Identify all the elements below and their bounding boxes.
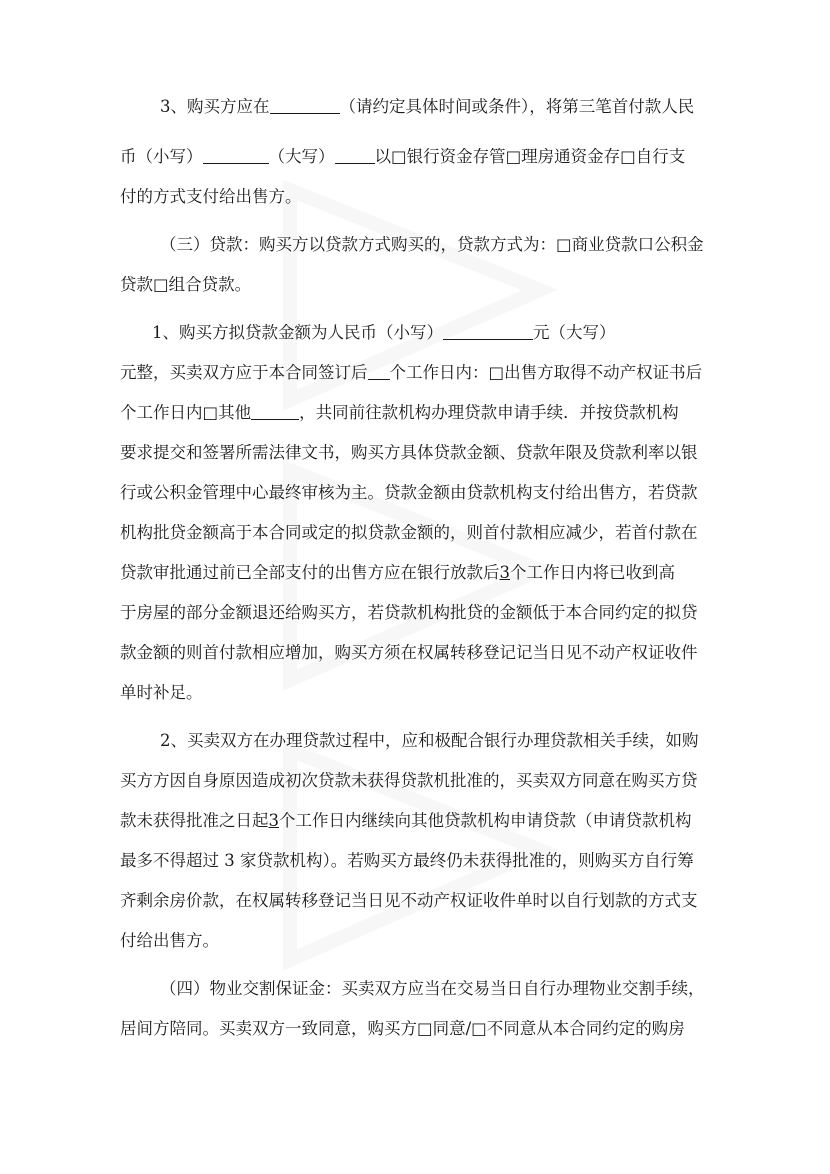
text-line: 贷款审批通过前已全部支付的出售方应在银行放款后3个工作日内将已收到高	[120, 563, 675, 582]
text-line: 币（小写） （大写） 以□银行资金存管□理房通资金存□自行支	[120, 147, 686, 166]
filled-blank: 3	[268, 811, 279, 830]
blank-field[interactable]	[203, 145, 269, 163]
text-line: 付的方式支付给出售方。	[120, 187, 302, 206]
text-line: 个工作日内□其他 ，共同前往款机构办理贷款申请手续．并按贷款机构	[120, 403, 679, 422]
text-line: 最多不得超过 3 家贷款机构）。若购买方最终仍未获得批准的，则购买方自行筹	[120, 851, 694, 870]
text-line: 元整，买卖双方应于本合同签订后 个工作日内：□出售方取得不动产权证书后	[120, 363, 703, 382]
text-line: 贷款□组合贷款。	[120, 275, 252, 294]
text-line: （四）物业交割保证金：买卖双方应当在交易当日自行办理物业交割手续，	[160, 979, 705, 998]
text-line: 款未获得批准之日起3个工作日内继续向其他贷款机构申请贷款（申请贷款机构	[120, 811, 692, 830]
filled-blank: 3	[499, 563, 510, 582]
blank-field[interactable]	[251, 401, 299, 419]
blank-field[interactable]	[335, 145, 375, 163]
text-line: 单时补足。	[120, 683, 203, 702]
text-line: 2、买卖双方在办理贷款过程中，应和极配合银行办理贷款相关手续，如购	[160, 731, 699, 750]
text-line: 款金额的则首付款相应增加，购买方须在权属转移登记记当日见不动产权证收件	[120, 643, 698, 662]
text-line: （三）贷款：购买方以贷款方式购买的，贷款方式为：□商业贷款口公积金	[160, 235, 704, 254]
text-line: 买方方因自身原因造成初次贷款未获得贷款机批准的，买卖双方同意在购买方贷	[120, 771, 698, 790]
blank-field[interactable]	[270, 95, 340, 113]
blank-field[interactable]	[443, 321, 533, 339]
text-line: 3、购买方应在 （请约定具体时间或条件），将第三笔首付款人民	[160, 97, 695, 116]
text-line: 齐剩余房价款，在权属转移登记当日见不动产权证收件单时以自行划款的方式支	[120, 891, 698, 910]
text-line: 于房屋的部分金额退还给购买方，若贷款机构批贷的金额低于本合同约定的拟贷	[120, 603, 698, 622]
text-line: 居间方陪同。买卖双方一致同意，购买方□同意/□不同意从本合同约定的购房	[120, 1019, 685, 1038]
text-line: 行或公积金管理中心最终审核为主。贷款金额由贷款机构支付给出售方，若贷款	[120, 483, 698, 502]
text-line: 付给出售方。	[120, 931, 219, 950]
text-line: 1、购买方拟贷款金额为人民币（小写） 元（大写）	[152, 323, 616, 342]
text-line: 要求提交和签署所需法律文书，购买方具体贷款金额、贷款年限及贷款利率以银	[120, 443, 698, 462]
text-line: 机构批贷金额高于本合同或定的拟贷款金额的，则首付款相应减少，若首付款在	[120, 523, 698, 542]
blank-field[interactable]	[368, 361, 390, 379]
